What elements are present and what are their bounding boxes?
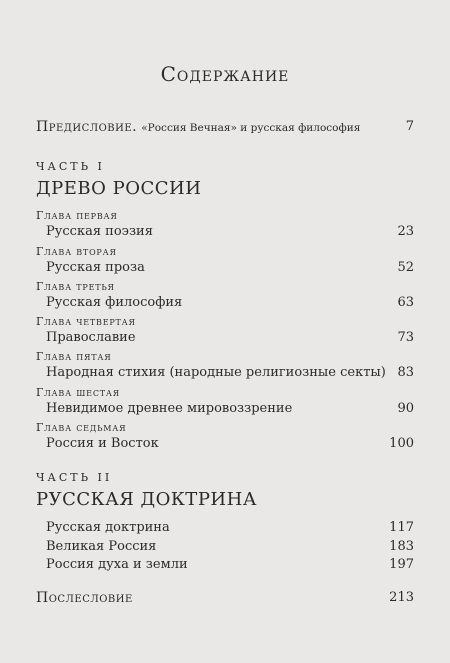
chapter-1-label: Глава первая: [36, 209, 118, 222]
toc-entry-chapter-6: [46, 401, 414, 416]
chapter-5-label: Глава пятая: [36, 350, 112, 363]
page-number: 183: [389, 539, 414, 554]
page-number: 63: [397, 295, 414, 310]
page-number: 197: [389, 557, 414, 572]
toc-entry-chapter-2: [46, 260, 414, 275]
chapter-4-label: Глава четвертая: [36, 315, 136, 328]
page-number: 90: [397, 401, 414, 416]
page-number: 100: [389, 436, 414, 451]
part-2-label: ЧАСТЬ II: [36, 471, 113, 484]
chapter-7-title: Россия и Восток: [46, 436, 159, 451]
toc-entry-chapter-3: [46, 295, 414, 310]
chapter-6-title: Невидимое древнее мировоззрение: [46, 401, 293, 416]
toc-entry-afterword: [36, 590, 414, 606]
preface-label: Предисловие.: [36, 119, 138, 135]
page-number: 83: [397, 365, 414, 380]
part-1-label: ЧАСТЬ I: [36, 160, 105, 173]
toc-entry-chapter-4: [46, 330, 414, 345]
part-2-entry-3-title: Россия духа и земли: [46, 557, 188, 572]
part-2-entry-2-title: Великая Россия: [46, 539, 157, 554]
toc-entry-preface: [36, 119, 414, 135]
page-number: 23: [397, 224, 414, 239]
preface-subtitle: «Россия Вечная» и русская философия: [141, 122, 361, 134]
chapter-4-title: Православие: [46, 330, 136, 345]
page-title: Содержание: [160, 62, 290, 86]
part-2-title: РУССКАЯ ДОКТРИНА: [36, 489, 257, 510]
chapter-3-title: Русская философия: [46, 295, 183, 310]
page-number: 213: [389, 590, 414, 605]
chapter-2-title: Русская проза: [46, 260, 145, 275]
page-number: 7: [405, 119, 414, 134]
chapter-1-title: Русская поэзия: [46, 224, 153, 239]
chapter-3-label: Глава третья: [36, 280, 115, 293]
part-2-entry-1-title: Русская доктрина: [46, 520, 170, 535]
chapter-6-label: Глава шестая: [36, 386, 120, 399]
chapter-2-label: Глава вторая: [36, 245, 117, 258]
toc-entry-chapter-7: [46, 436, 414, 451]
toc-entry-part-2-3: [46, 557, 414, 572]
chapter-7-label: Глава седьмая: [36, 421, 127, 434]
toc-entry-part-2-1: [46, 520, 414, 535]
page-number: 117: [389, 520, 414, 535]
part-1-title: ДРЕВО РОССИИ: [36, 178, 202, 199]
toc-entry-part-2-2: [46, 539, 414, 554]
afterword-label: Послесловие: [36, 590, 133, 606]
chapter-5-title: Народная стихия (народные религиозные секты): [46, 365, 386, 380]
toc-entry-chapter-1: [46, 224, 414, 239]
toc-entry-chapter-5: [46, 365, 414, 380]
page-number: 73: [397, 330, 414, 345]
page-number: 52: [397, 260, 414, 275]
